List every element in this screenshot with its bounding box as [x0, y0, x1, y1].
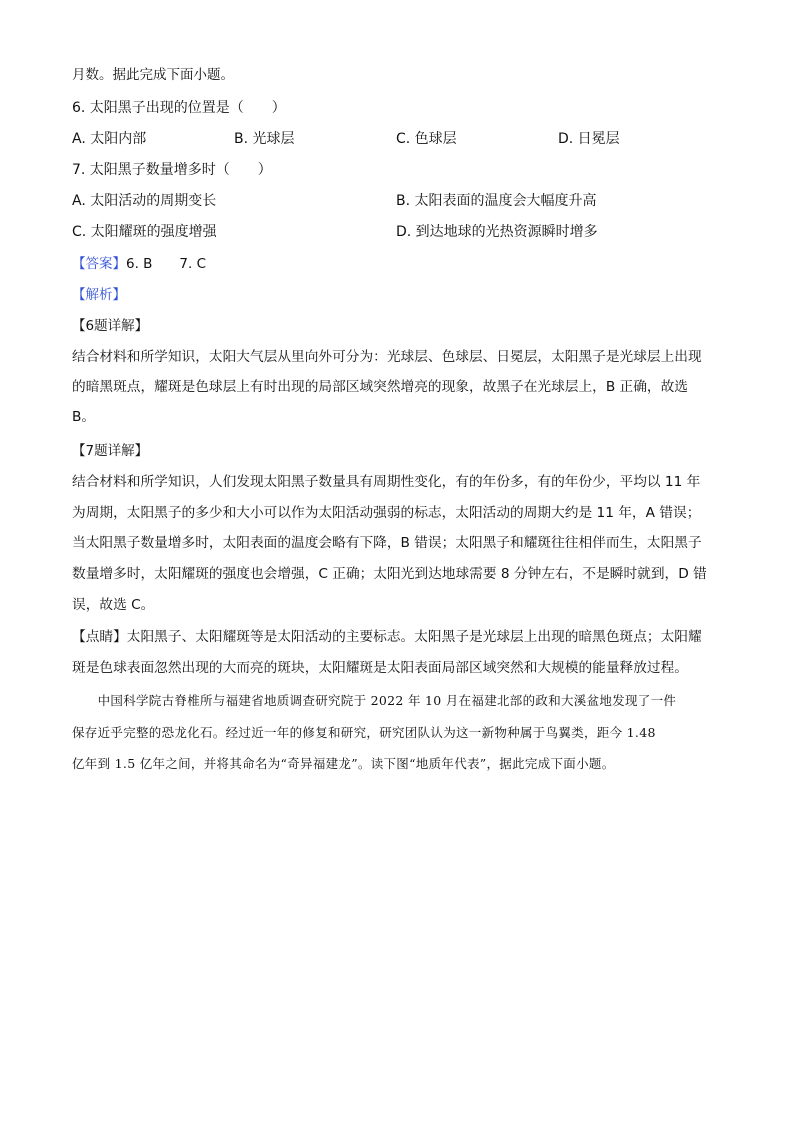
answer-tag: 【答案】 — [72, 256, 126, 272]
intro-tail: 月数。据此完成下面小题。 — [72, 67, 234, 83]
q7-option-c: C. 太阳耀斑的强度增强 — [72, 224, 217, 240]
q6-option-c: C. 色球层 — [396, 131, 457, 147]
answer-line — [72, 255, 206, 273]
detail-7-line: 当太阳黑子数量增多时，太阳表面的温度会略有下降，B 错误；太阳黑子和耀斑往往相伴而生，太阳黑子 — [72, 535, 702, 551]
next-material-line: 保存近乎完整的恐龙化石。经过近一年的修复和研究，研究团队认为这一新物种属于鸟翼类，距今 1.48 — [72, 725, 656, 740]
q6-option-d: D. 日冕层 — [558, 131, 620, 147]
question-6-stem: 6. 太阳黑子出现的位置是（ ） — [72, 100, 286, 116]
detail-7-line: 为周期，太阳黑子的多少和大小可以作为太阳活动强弱的标志，太阳活动的周期大约是 11 年，A 错误； — [72, 505, 701, 521]
q6-option-b: B. 光球层 — [234, 131, 295, 147]
answer-text: 6. B 7. C — [126, 256, 207, 272]
comment-line: 【点睛】太阳黑子、太阳耀斑等是太阳活动的主要标志。太阳黑子是光球层上出现的暗黑色斑点；太阳耀 — [72, 629, 702, 645]
detail-6-line: 的暗黑斑点，耀斑是色球层上有时出现的局部区域突然增亮的现象，故黑子在光球层上，B 正确，故选 — [72, 379, 688, 395]
detail-6-heading: 【6题详解】 — [72, 318, 149, 334]
analysis-tag: 【解析】 — [72, 287, 126, 303]
question-7-stem: 7. 太阳黑子数量增多时（ ） — [72, 162, 272, 178]
detail-7-line: 误，故选 C。 — [72, 597, 155, 613]
detail-6-line: 结合材料和所学知识，太阳大气层从里向外可分为：光球层、色球层、日冕层，太阳黑子是光球层上出现 — [72, 349, 702, 365]
detail-7-line: 结合材料和所学知识，人们发现太阳黑子数量具有周期性变化，有的年份多，有的年份少，平均以 11 年 — [72, 474, 701, 490]
comment-line: 斑是色球表面忽然出现的大而亮的斑块，太阳耀斑是太阳表面局部区域突然和大规模的能量释放过程。 — [72, 660, 688, 676]
q6-option-a: A. 太阳内部 — [72, 131, 147, 147]
detail-6-line: B。 — [72, 409, 96, 425]
next-material-line: 中国科学院古脊椎所与福建省地质调查研究院于 2022 年 10 月在福建北部的政和大溪盆地发现了一件 — [72, 693, 677, 708]
q7-option-d: D. 到达地球的光热资源瞬时增多 — [396, 224, 598, 240]
detail-7-line: 数量增多时，太阳耀斑的强度也会增强，C 正确；太阳光到达地球需要 8 分钟左右，不是瞬时就到，D 错 — [72, 566, 707, 582]
q7-option-a: A. 太阳活动的周期变长 — [72, 193, 217, 209]
detail-7-heading: 【7题详解】 — [72, 443, 149, 459]
q7-option-b: B. 太阳表面的温度会大幅度升高 — [396, 193, 597, 209]
next-material-line: 亿年到 1.5 亿年之间，并将其命名为“奇异福建龙”。读下图“地质年代表”，据此完成下面小题。 — [72, 756, 615, 771]
